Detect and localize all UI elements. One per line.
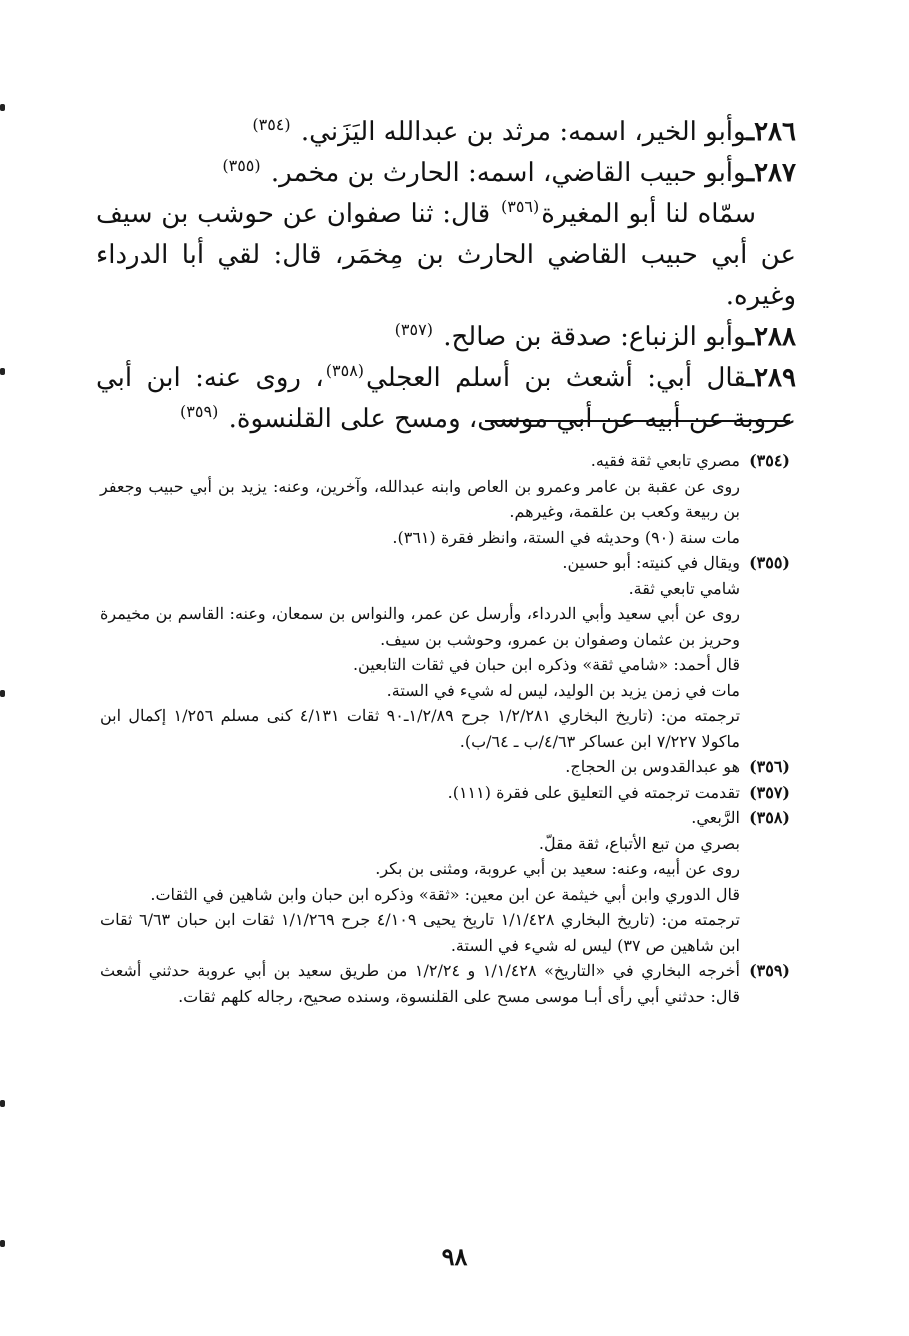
- footnote-body: [100, 780, 740, 806]
- footnote-354: [100, 448, 790, 550]
- scan-edge-mark: [0, 368, 5, 375]
- entry-289: [96, 358, 796, 440]
- entry-287: [96, 153, 796, 194]
- entry-text: قال: ثنا صفوان عن حوشب بن سيف عن أبي حبيب القاضي الحارث بن مِخمَر، قال: لقي أبا الدرداء وغيره.: [96, 199, 796, 311]
- entry-text: ، روى عنه: ابن أبي عروبة عن أبيه عن أبي موسى، ومسح على القلنسوة.: [96, 363, 796, 434]
- footnote-358: [100, 805, 790, 958]
- footnote-ref[interactable]: (٣٥٨): [325, 361, 365, 381]
- footnote-body: [100, 754, 740, 780]
- main-text: [96, 112, 796, 440]
- footnote-number: (٣٥٤): [749, 451, 790, 470]
- footnote-text: قال أحمد: «شامي ثقة» وذكره ابن حبان في ثقات التابعين.: [352, 655, 740, 674]
- footnote-ref[interactable]: (٣٥٧): [394, 320, 433, 340]
- footnote-text: بصري من تبع الأتباع، ثقة مقلّ.: [538, 833, 740, 853]
- footnotes: [100, 448, 790, 1009]
- footnote-text: ويقال في كنيته: أبو حسين.: [562, 553, 740, 572]
- footnote-text: ترجمته من: (تاريخ البخاري ١/٢/٢٨١ جرح ١/٢/٨٩ـ٩٠ ثقات ٤/١٣١ كنى مسلم ١/٢٥٦ إكمال ابن ماكولا ٧/٢٢٧ ابن عساكر ٤/٦٣/ب ـ ٦٤/ب).: [100, 706, 741, 751]
- entry-text: وأبو الخير، اسمه: مرثد بن عبدالله اليَزَني.: [300, 117, 747, 147]
- footnote-text: أخرجه البخاري في «التاريخ» ١/١/٤٢٨ و ١/٢/٢٤ من طريق سعيد بن أبي عروبة حدثني أشعث قال: حدثني أبي رأى أبـا موسى مسح على القلنسوة، وسنده صحيح، رجاله كلهم ثقات.: [100, 961, 740, 1006]
- entry-text: قال أبي: أشعث بن أسلم العجلي: [366, 363, 747, 393]
- entry-text: سمّاه لنا أبو المغيرة: [541, 199, 757, 229]
- footnote-text: مصري تابعي ثقة فقيه.: [590, 451, 740, 470]
- footnote-number: (٣٥٩): [749, 961, 790, 980]
- footnote-359: [100, 958, 790, 1009]
- page-number: ٩٨: [441, 1242, 468, 1271]
- footnote-ref[interactable]: (٣٥٤): [252, 115, 291, 135]
- entry-number: ٢٨٦ـ: [746, 117, 796, 147]
- footnote-text: مات سنة (٩٠) وحديثه في الستة، وانظر فقرة (٣٦١).: [392, 527, 740, 547]
- entry-number: ٢٨٧ـ: [746, 158, 796, 188]
- entry-number: ٢٨٨ـ: [746, 322, 796, 352]
- footnote-ref[interactable]: (٣٥٦): [500, 197, 540, 217]
- footnote-text: هو عبدالقدوس بن الحجاج.: [565, 757, 740, 776]
- footnote-body: [100, 805, 740, 958]
- entry-287-continuation: [96, 194, 796, 317]
- footnote-ref[interactable]: (٣٥٩): [180, 402, 219, 422]
- footnote-text: روى عن أبيه، وعنه: سعيد بن أبي عروبة، ومثنى بن بكر.: [375, 859, 740, 878]
- scan-edge-mark: [0, 104, 5, 111]
- entry-number: ٢٨٩ـ: [746, 363, 796, 393]
- footnote-text: ترجمته من: (تاريخ البخاري ١/١/٤٢٨ تاريخ يحيى ٤/١٠٩ جرح ١/١/٢٦٩ ثقات ابن حبان ٦/٦٣ ثقات ابن شاهين ص ٣٧) ليس له شيء في الستة.: [100, 910, 740, 955]
- footnote-text: قال الدوري وابن أبي خيثمة عن ابن معين: «ثقة» وذكره ابن حبان وابن شاهين في الثقات.: [150, 884, 740, 904]
- entry-text: وأبو الزنباع: صدقة بن صالح.: [443, 322, 747, 352]
- footnote-body: [100, 448, 740, 550]
- entry-text: وأبو حبيب القاضي، اسمه: الحارث بن مخمر.: [270, 158, 747, 188]
- footnote-number: (٣٥٧): [749, 782, 790, 802]
- footnote-text: شامي تابعي ثقة.: [628, 578, 740, 598]
- entry-288: [96, 317, 796, 358]
- footnote-text: روى عن أبي سعيد وأبي الدرداء، وأرسل عن عمر، والنواس بن سمعان، وعنه: القاسم بن مخيمرة وحريز بن عثمان وصفوان بن عمرو، وحوشب بن سيف.: [100, 604, 740, 649]
- footnote-355: [100, 550, 790, 754]
- scan-edge-mark: [0, 690, 5, 697]
- footnote-body: [100, 550, 740, 754]
- footnote-number: (٣٥٥): [749, 553, 790, 572]
- footnote-number: (٣٥٨): [749, 808, 790, 827]
- footnote-body: [100, 958, 740, 1009]
- footnote-number: (٣٥٦): [749, 757, 790, 776]
- footnote-ref[interactable]: (٣٥٥): [222, 156, 261, 176]
- footnote-357: [100, 780, 790, 806]
- footnote-text: روى عن عقبة بن عامر وعمرو بن العاص وابنه عبدالله، وآخرين، وعنه: يزيد بن أبي حبيب وجعفر بن ربيعة وكعب بن علقمة، وغيرهم.: [100, 476, 740, 521]
- scan-edge-mark: [0, 1100, 5, 1107]
- entry-286: [96, 112, 796, 153]
- footnote-separator: [485, 420, 790, 422]
- footnote-text: تقدمت ترجمته في التعليق على فقرة (١١١).: [447, 782, 740, 802]
- footnote-356: [100, 754, 790, 780]
- footnote-text: الرَّبعي.: [691, 808, 740, 827]
- footnote-text: مات في زمن يزيد بن الوليد، ليس له شيء في الستة.: [386, 680, 740, 700]
